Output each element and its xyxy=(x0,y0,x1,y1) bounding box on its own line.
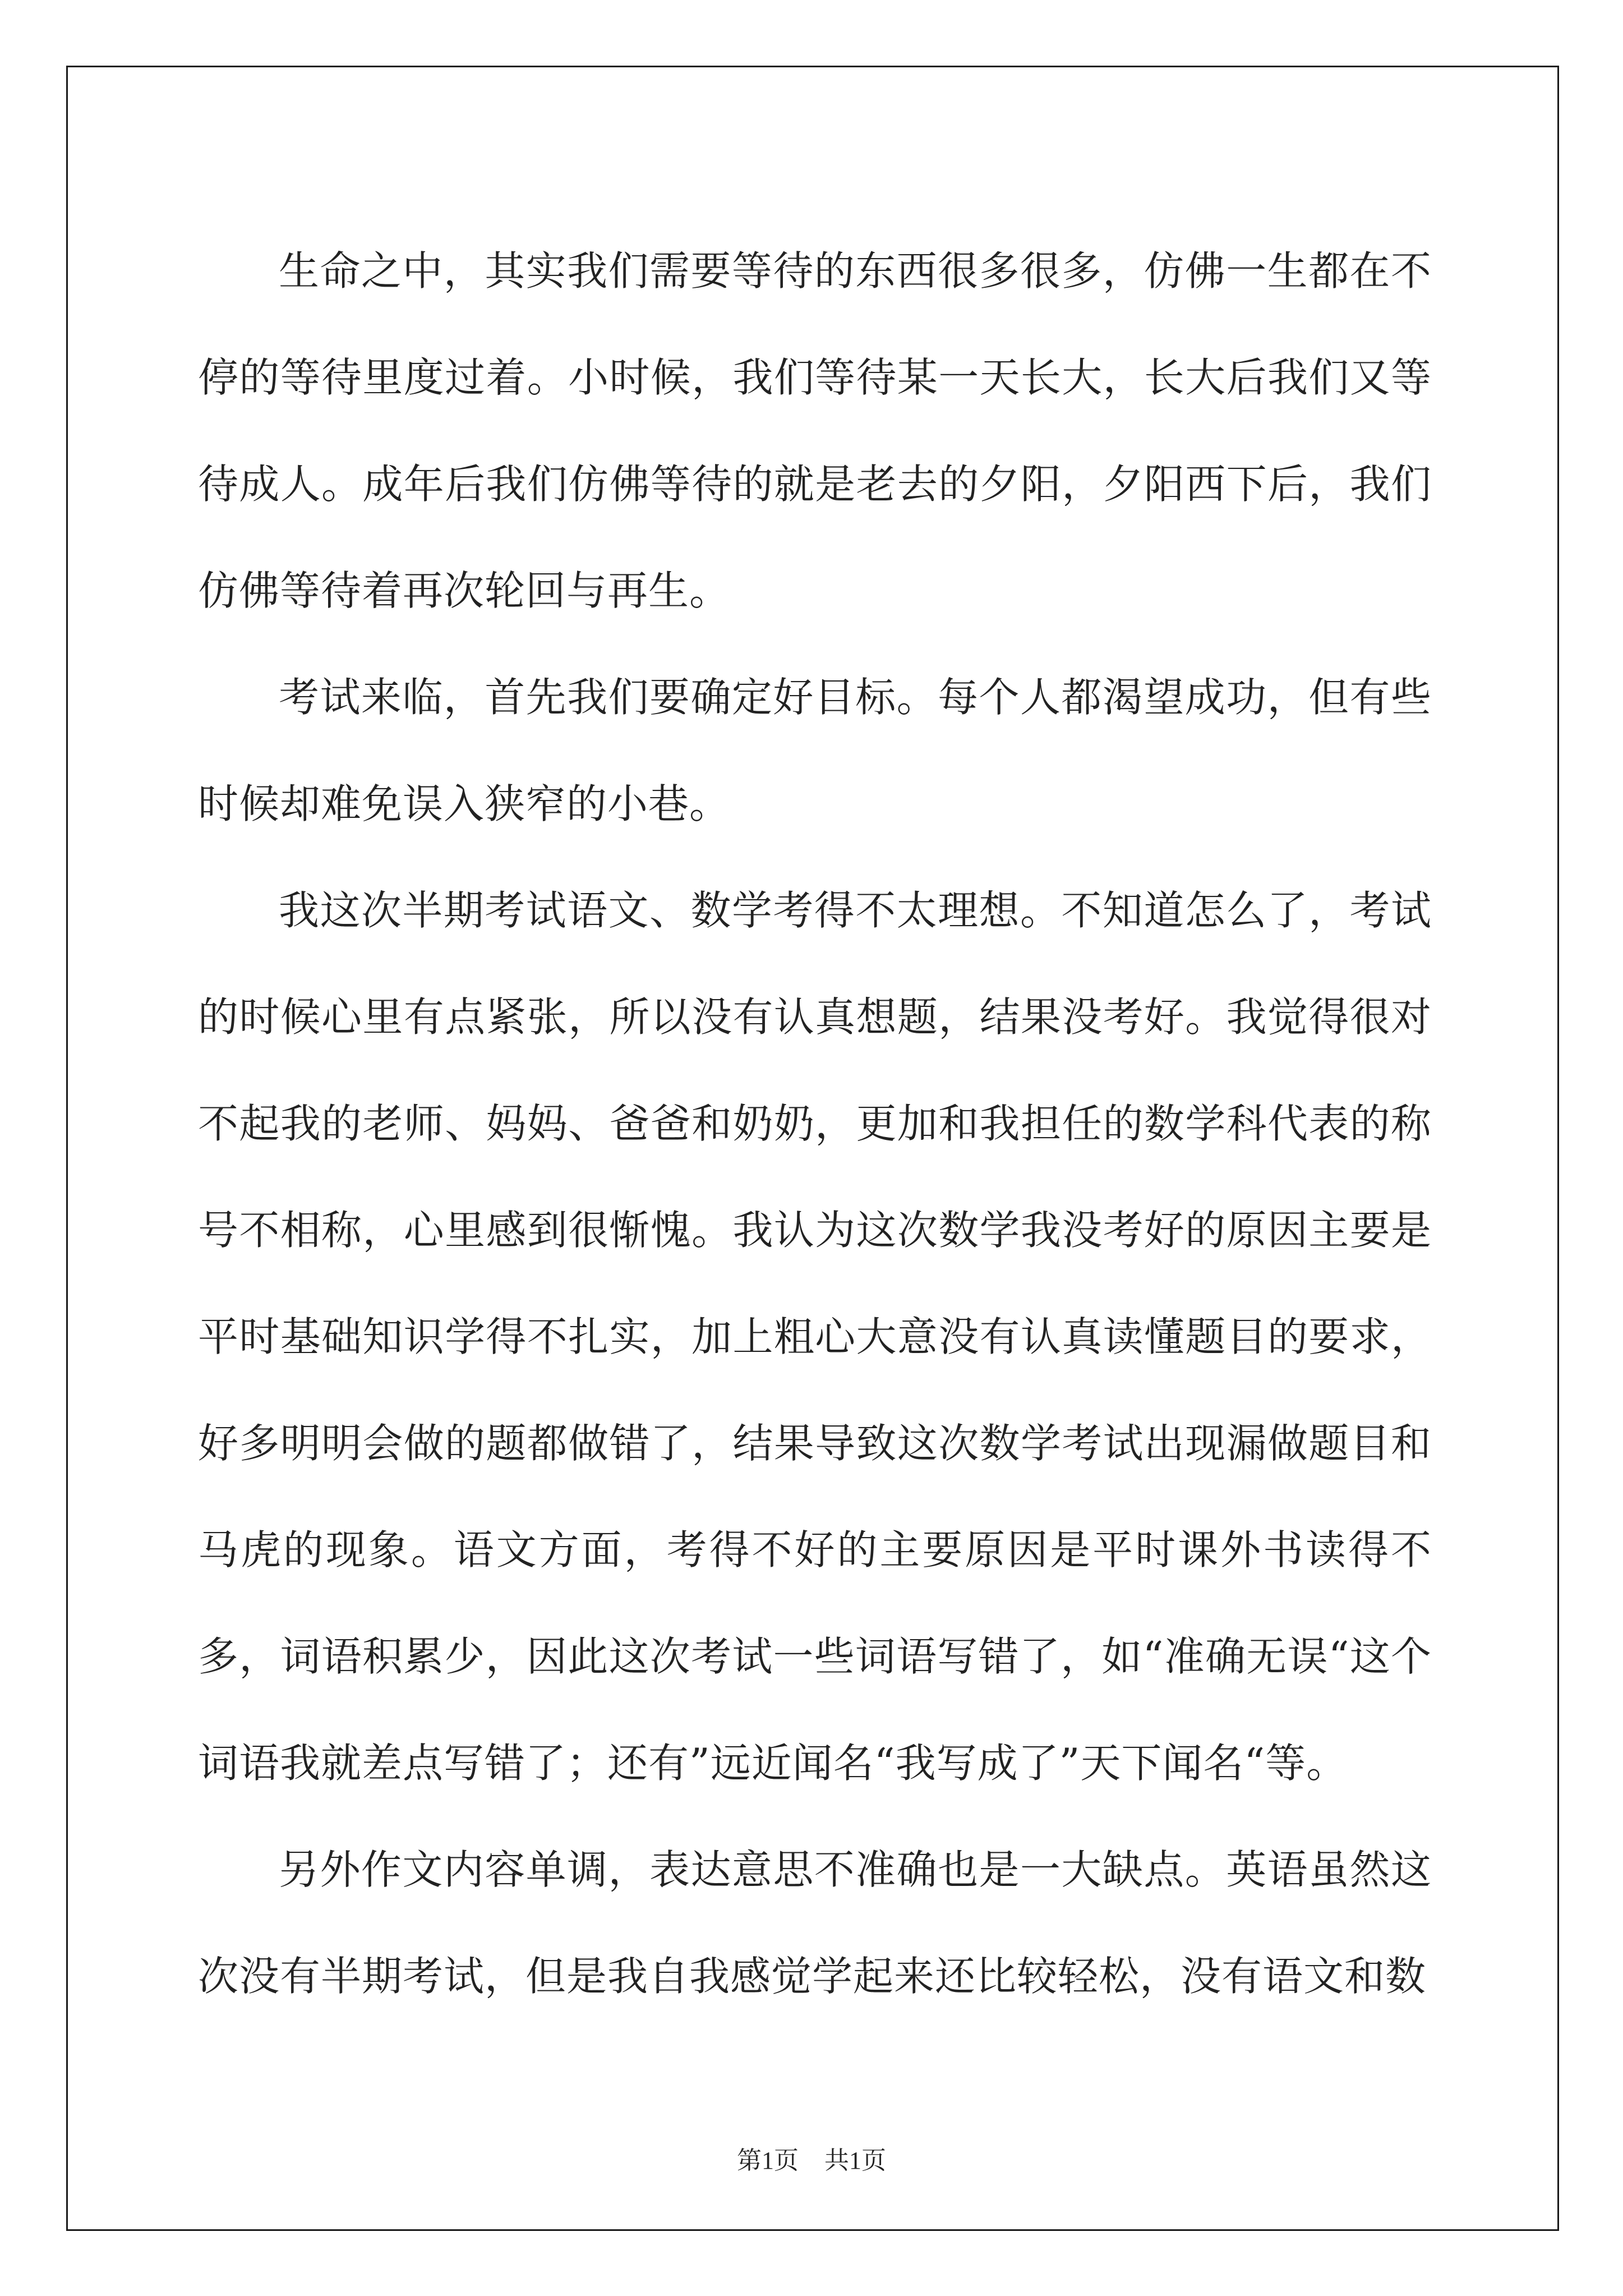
page-number: 第1页 xyxy=(737,2147,799,2174)
document-body xyxy=(198,218,1432,2030)
paragraph: 考试来临，首先我们要确定好目标。每个人都渴望成功，但有些时候却难免误入狭窄的小巷。 xyxy=(198,674,1432,827)
page-footer xyxy=(0,2144,1623,2178)
paragraph: 我这次半期考试语文、数学考得不太理想。不知道怎么了，考试的时候心里有点紧张，所以没有认真想题，结果没考好。我觉得很对不起我的老师、妈妈、爸爸和奶奶，更加和我担任的数学科代表的称号不相称，心里感到很惭愧。我认为这次数学我没考好的原因主要是平时基础知识学得不扎实，加上粗心大意没有认真读懂题目的要求，好多明明会做的题都做错了，结果导致这次数学考试出现漏做题目和马虎的现象。语文方面，考得不好的主要原因是平时课外书读得不多，词语积累少，因此这次考试一些词语写错了，如“准确无误“这个词语我就差点写错了；还有”远近闻名“我写成了”天下闻名“等。 xyxy=(198,887,1432,1787)
page-total: 共1页 xyxy=(824,2147,886,2174)
paragraph: 生命之中，其实我们需要等待的东西很多很多，仿佛一生都在不停的等待里度过着。小时候，我们等待某一天长大，长大后我们又等待成人。成年后我们仿佛等待的就是老去的夕阳，夕阳西下后，我们仿佛等待着再次轮回与再生。 xyxy=(198,247,1432,614)
paragraph: 另外作文内容单调，表达意思不准确也是一大缺点。英语虽然这次没有半期考试，但是我自我感觉学起来还比较轻松，没有语文和数 xyxy=(198,1846,1432,2000)
